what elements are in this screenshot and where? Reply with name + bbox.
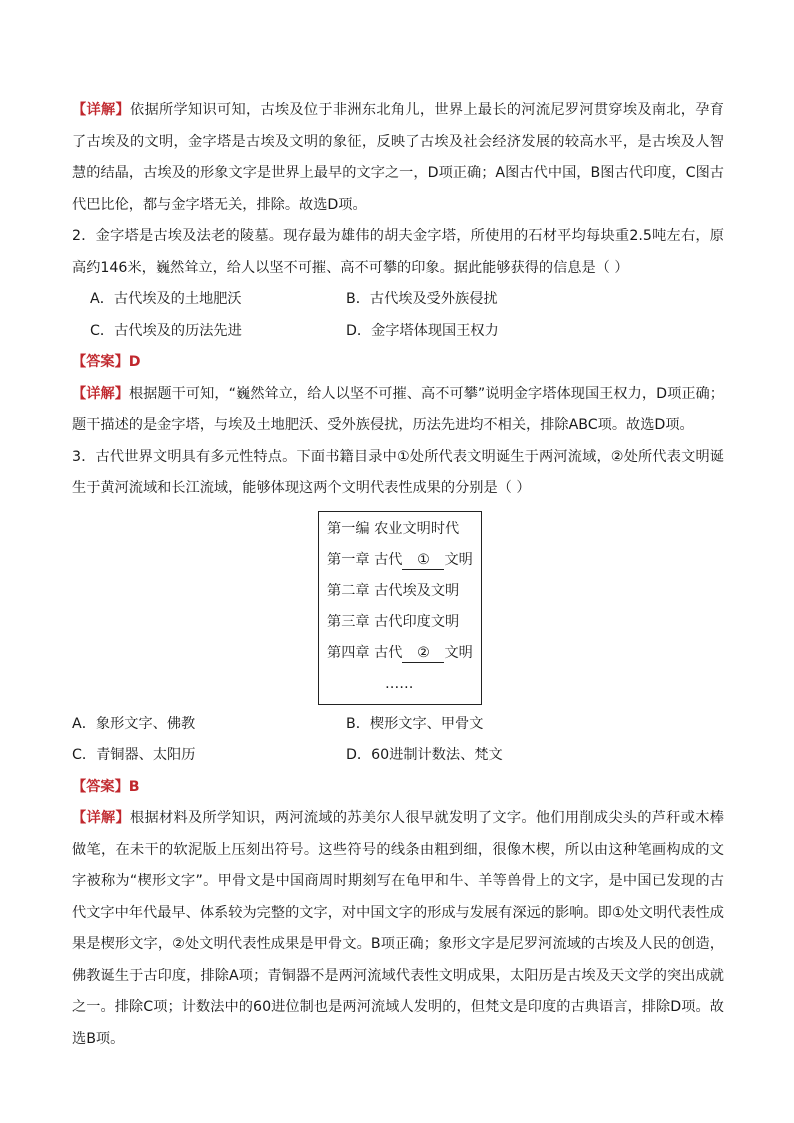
- option-d: D．60进制计数法、梵文: [346, 747, 503, 763]
- option-a: A．象形文字、佛教: [72, 715, 196, 732]
- document-page: [72, 95, 724, 1055]
- option-c: C．古代埃及的历法先进: [90, 322, 242, 339]
- detail-text: 根据题干可知，“巍然耸立，给人以坚不可摧、高不可攀”说明金字塔体现国王权力，D项正确；题干描述的是金字塔，与埃及土地肥沃、受外族侵扰，历法先进均不相关，排除ABC项。故选D项。: [72, 385, 724, 433]
- option-b: B．古代埃及受外族侵扰: [346, 291, 498, 307]
- toc-row: 第三章 古代印度文明: [327, 613, 460, 630]
- blank-1: ①: [402, 551, 444, 570]
- q1-detail: [72, 95, 724, 221]
- option-b: B．楔形文字、甲骨文: [346, 715, 484, 732]
- question-2-answer: 【答案】D: [72, 354, 141, 370]
- detail-tag: 【详解】: [72, 385, 129, 402]
- option-a: A．古代埃及的土地肥沃: [90, 291, 242, 307]
- blank-2: ②: [402, 644, 444, 663]
- toc-row: 第二章 古代埃及文明: [327, 582, 460, 599]
- toc-ellipsis: ……: [385, 675, 414, 692]
- detail-tag: 【详解】: [72, 102, 130, 118]
- toc-row: 第四章 古代 ② 文明: [327, 644, 473, 661]
- question-2-options-row1: [72, 284, 724, 316]
- question-3-options-row1: [72, 709, 724, 741]
- question-2-detail: [72, 379, 724, 442]
- detail-text: 根据材料及所学知识，两河流域的苏美尔人很早就发明了文字。他们用削成尖头的芦秆或木棒做笔，在未干的软泥版上压刻出符号。这些符号的线条由粗到细，很像木楔，所以由这种笔画构成的文字被称为“楔形文字”。甲骨文是中国商周时期刻写在龟甲和牛、羊等兽骨上的文字，是中国已发现的古代文字中年代最早、体系较为完整的文字，对中国文字的形成与发展有深远的影响。即①处文明代表性成果是楔形文字，②处文明代表性成果是甲骨文。B项正确；象形文字是尼罗河流域的古埃及人民的创造，佛教诞生于古印度，排除A项；青铜器不是两河流域代表性文明成果，太阳历是古埃及天文学的突出成就之一。排除C项；计数法中的60进位制也是两河流域人发明的，但梵文是印度的古典语言，排除D项。故选B项。: [72, 810, 724, 1047]
- question-2-options-row2: [72, 316, 724, 348]
- question-3-options-row2: [72, 740, 724, 772]
- question-3-answer: 【答案】B: [72, 778, 140, 795]
- question-3-detail: [72, 803, 724, 1055]
- table-of-contents-box: [318, 511, 482, 705]
- detail-tag: 【详解】: [72, 810, 130, 826]
- detail-text: 依据所学知识可知，古埃及位于非洲东北角儿，世界上最长的河流尼罗河贯穿埃及南北，孕育了古埃及的文明，金字塔是古埃及文明的象征，反映了古埃及社会经济发展的较高水平，是古埃及人智慧的结晶，古埃及的形象文字是世界上最早的文字之一，D项正确；A图古代中国，B图古代印度，C图古代巴比伦，都与金字塔无关，排除。故选D项。: [72, 102, 724, 213]
- question-3-stem: 3．古代世界文明具有多元性特点。下面书籍目录中①处所代表文明诞生于两河流域，②处所代表文明诞生于黄河流域和长江流域，能够体现这两个文明代表性成果的分别是（ ）: [72, 448, 724, 496]
- option-c: C．青铜器、太阳历: [72, 747, 196, 763]
- option-d: D．金字塔体现国王权力: [346, 322, 499, 339]
- toc-row: 第一章 古代 ① 文明: [327, 551, 473, 568]
- question-2-stem: 2．金字塔是古埃及法老的陵墓。现存最为雄伟的胡夫金字塔，所使用的石材平均每块重2.5吨左右，原高约146米，巍然耸立，给人以坚不可摧、高不可攀的印象。据此能够获得的信息是（ ）: [72, 228, 724, 276]
- toc-row: 第一编 农业文明时代: [327, 520, 460, 537]
